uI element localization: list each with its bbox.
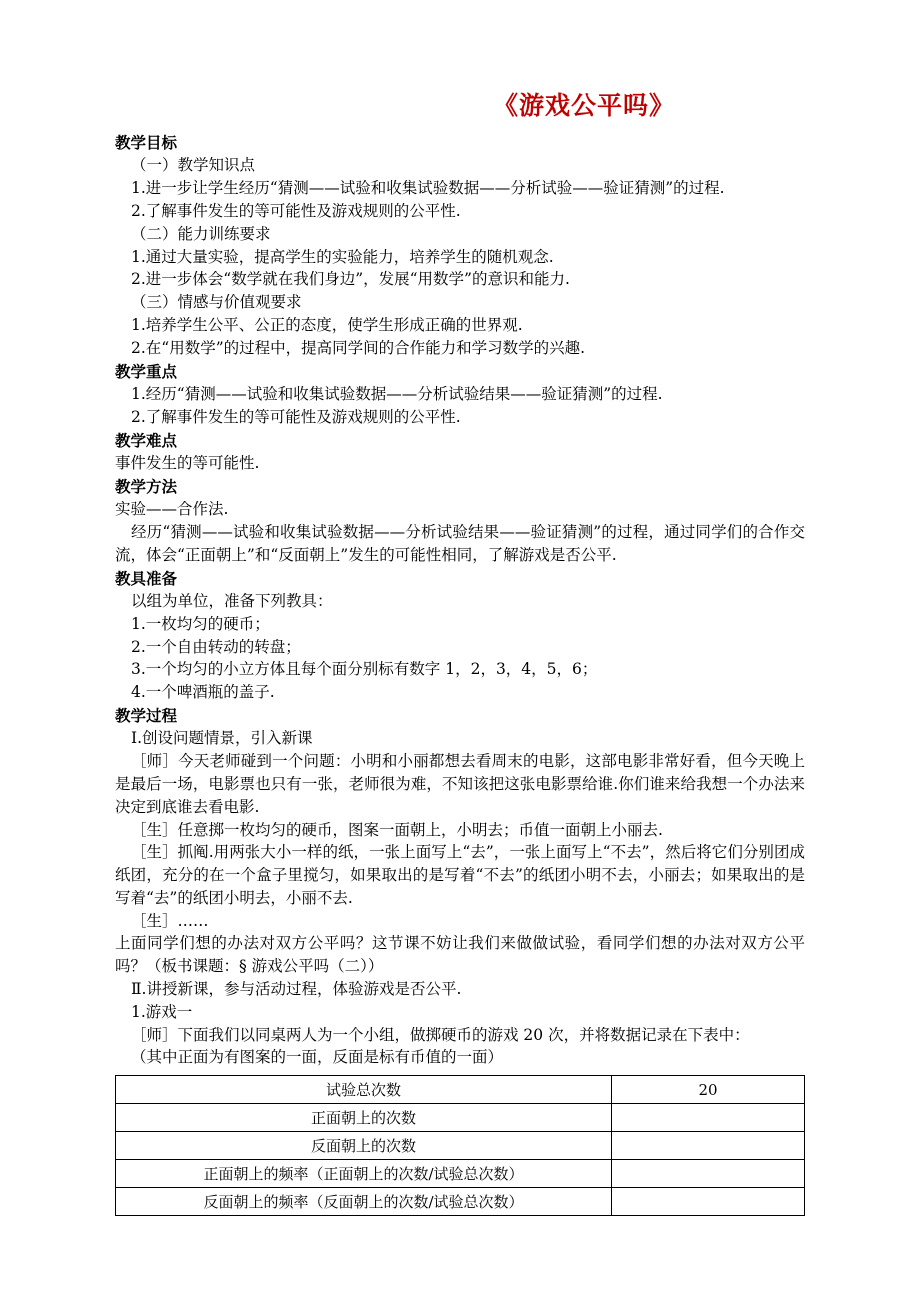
paragraph: 上面同学们想的办法对双方公平吗？这节课不妨让我们来做做试验，看同学们想的办法对双方公平吗？（板书课题：§ 游戏公平吗（二）） — [115, 934, 805, 976]
document-body — [115, 132, 805, 1069]
paragraph: Ⅰ.创设问题情景，引入新课 — [131, 729, 313, 748]
experiment-table — [115, 1075, 805, 1216]
table-row-label: 正面朝上的次数 — [116, 1104, 612, 1132]
paragraph: 1.经历“猜测——试验和收集试验数据——分析试验结果——验证猜测”的过程. — [131, 384, 663, 403]
paragraph: 4.一个啤酒瓶的盖子. — [131, 683, 275, 702]
paragraph: 实验——合作法. — [115, 500, 229, 519]
experiment-table-wrapper — [115, 1075, 805, 1216]
table-row-value[interactable] — [612, 1104, 805, 1132]
page-title: 《游戏公平吗》 — [492, 91, 675, 120]
paragraph: 2.了解事件发生的等可能性及游戏规则的公平性. — [131, 407, 461, 426]
paragraph: （一）教学知识点 — [131, 156, 256, 175]
table-row-label: 反面朝上的频率（反面朝上的次数/试验总次数） — [116, 1188, 612, 1216]
section-heading: 教具准备 — [115, 568, 178, 588]
paragraph: 2.了解事件发生的等可能性及游戏规则的公平性. — [131, 202, 461, 221]
paragraph: 1.进一步让学生经历“猜测——试验和收集试验数据——分析试验——验证猜测”的过程. — [131, 179, 725, 198]
section-heading: 教学过程 — [115, 705, 178, 725]
paragraph: ［师］下面我们以同桌两人为一个小组，做掷硬币的游戏 20 次，并将数据记录在下表中： — [131, 1025, 750, 1044]
table-row-value[interactable] — [612, 1188, 805, 1216]
table-row — [116, 1076, 805, 1104]
paragraph: （三）情感与价值观要求 — [131, 293, 302, 312]
paragraph: 2.一个自由转动的转盘； — [131, 637, 301, 656]
table-row-value[interactable] — [612, 1160, 805, 1188]
paragraph: 2.进一步体会“数学就在我们身边”，发展“用数学”的意识和能力. — [131, 270, 570, 289]
paragraph: ［师］今天老师碰到一个问题：小明和小丽都想去看周末的电影，这部电影非常好看，但今天晚上是最后一场，电影票也只有一张，老师很为难，不知该把这张电影票给谁.你们谁来给我想一个办法来决定到底谁去看电影. — [115, 752, 805, 816]
paragraph: ［生］任意掷一枚均匀的硬币，图案一面朝上，小明去；币值一面朝上小丽去. — [131, 820, 663, 839]
table-row — [116, 1132, 805, 1160]
paragraph: 经历“猜测——试验和收集试验数据——分析试验结果——验证猜测”的过程，通过同学们的合作交流，体会“正面朝上”和“反面朝上”发生的可能性相同，了解游戏是否公平. — [115, 523, 805, 564]
section-heading: 教学目标 — [115, 133, 178, 152]
table-row-label: 正面朝上的频率（正面朝上的次数/试验总次数） — [116, 1160, 612, 1188]
paragraph: 2.在“用数学”的过程中，提高同学间的合作能力和学习数学的兴趣. — [131, 338, 586, 357]
paragraph: 3.一个均匀的小立方体且每个面分别标有数字 1，2，3，4，5，6； — [131, 660, 598, 679]
table-row-label: 试验总次数 — [116, 1076, 612, 1104]
table-row-value[interactable] — [612, 1132, 805, 1160]
paragraph: 1.通过大量实验，提高学生的实验能力，培养学生的随机观念. — [131, 247, 554, 266]
paragraph: ［生］抓阄.用两张大小一样的纸，一张上面写上“去”，一张上面写上“不去”，然后将它们分别团成纸团，充分的在一个盒子里搅匀，如果取出的是写着“不去”的纸团小明不去，小丽去；如果取出的是写着“去”的纸团小明去，小丽不去. — [115, 843, 805, 907]
section-heading: 教学重点 — [115, 361, 178, 381]
paragraph: Ⅱ.讲授新课，参与活动过程，体验游戏是否公平. — [131, 980, 462, 999]
paragraph: 1.游戏一 — [131, 1002, 193, 1021]
paragraph: 以组为单位，准备下列教具： — [131, 592, 333, 611]
table-row — [116, 1160, 805, 1188]
section-heading: 教学难点 — [115, 430, 178, 450]
paragraph: 1.培养学生公平、公正的态度，使学生形成正确的世界观. — [131, 315, 523, 334]
table-row-value[interactable]: 20 — [612, 1076, 805, 1104]
table-row — [116, 1188, 805, 1216]
paragraph: （二）能力训练要求 — [131, 224, 271, 243]
table-row — [116, 1104, 805, 1132]
paragraph: 事件发生的等可能性. — [115, 454, 260, 472]
section-heading: 教学方法 — [115, 476, 178, 496]
paragraph: ［生］…… — [131, 911, 209, 930]
paragraph: （其中正面为有图案的一面，反面是标有币值的一面） — [131, 1048, 504, 1067]
table-row-label: 反面朝上的次数 — [116, 1132, 612, 1160]
paragraph: 1.一枚均匀的硬币； — [131, 614, 270, 633]
